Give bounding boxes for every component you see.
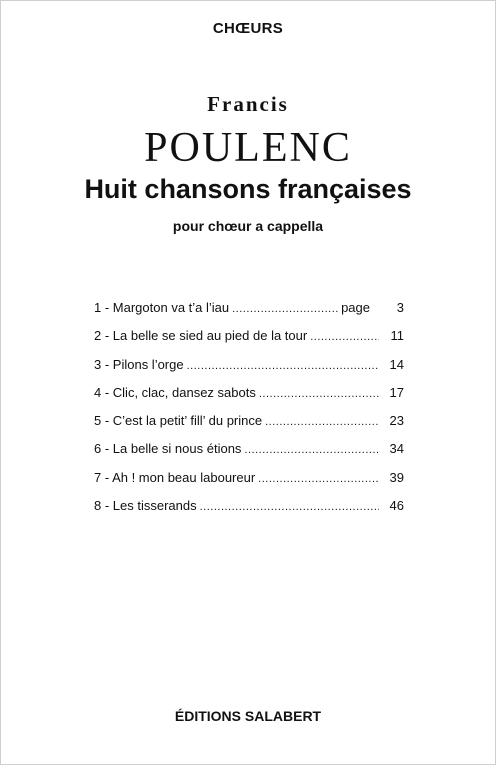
toc-leader-dots [200,501,379,513]
toc-item-page: 39 [389,469,404,485]
toc-page-word: page [341,300,370,315]
toc-item [94,441,404,469]
toc-item [94,357,404,385]
composer-first-name: Francis [207,92,289,116]
toc-item-title: 4 - Clic, clac, dansez sabots [94,384,256,400]
toc-leader-dots [265,416,379,428]
toc-item [94,413,404,441]
toc-item-page: 34 [389,441,404,457]
toc-item [94,300,404,328]
publisher-name: ÉDITIONS SALABERT [174,708,322,724]
toc-leader-dots [232,303,338,315]
toc-item [94,328,404,356]
table-of-contents [94,300,404,526]
toc-item-title: 3 - Pilons l’orge [94,356,184,372]
toc-item [94,498,404,526]
toc-item-page: 17 [389,384,404,400]
work-title: Huit chansons françaises [84,174,412,204]
toc-item-title: 5 - C’est la petit’ fill’ du prince [94,413,263,429]
toc-leader-dots [310,331,379,343]
toc-item-page: 46 [389,498,404,514]
composer-last-name: POULENC [144,125,352,171]
series-label: CHŒURS [212,20,284,37]
toc-leader-dots [258,473,379,485]
toc-item-title: 2 - La belle se sied au pied de la tour [94,328,308,344]
toc-item-title: 7 - Ah ! mon beau laboureur [94,469,256,485]
work-subtitle: pour chœur a cappella [172,218,324,234]
toc-item-page: 23 [389,413,404,429]
toc-item [94,385,404,413]
toc-item-title: 1 - Margoton va t’a l’iau [94,300,230,315]
toc-item-page: 3 [396,300,404,315]
toc-item [94,470,404,498]
toc-item-page: 11 [390,328,404,344]
toc-item-title: 8 - Les tisserands [94,498,197,514]
toc-item-title: 6 - La belle si nous étions [94,441,242,457]
toc-leader-dots [244,444,379,456]
toc-leader-dots [259,388,379,400]
toc-leader-dots [187,360,379,372]
toc-item-page: 14 [389,356,404,372]
